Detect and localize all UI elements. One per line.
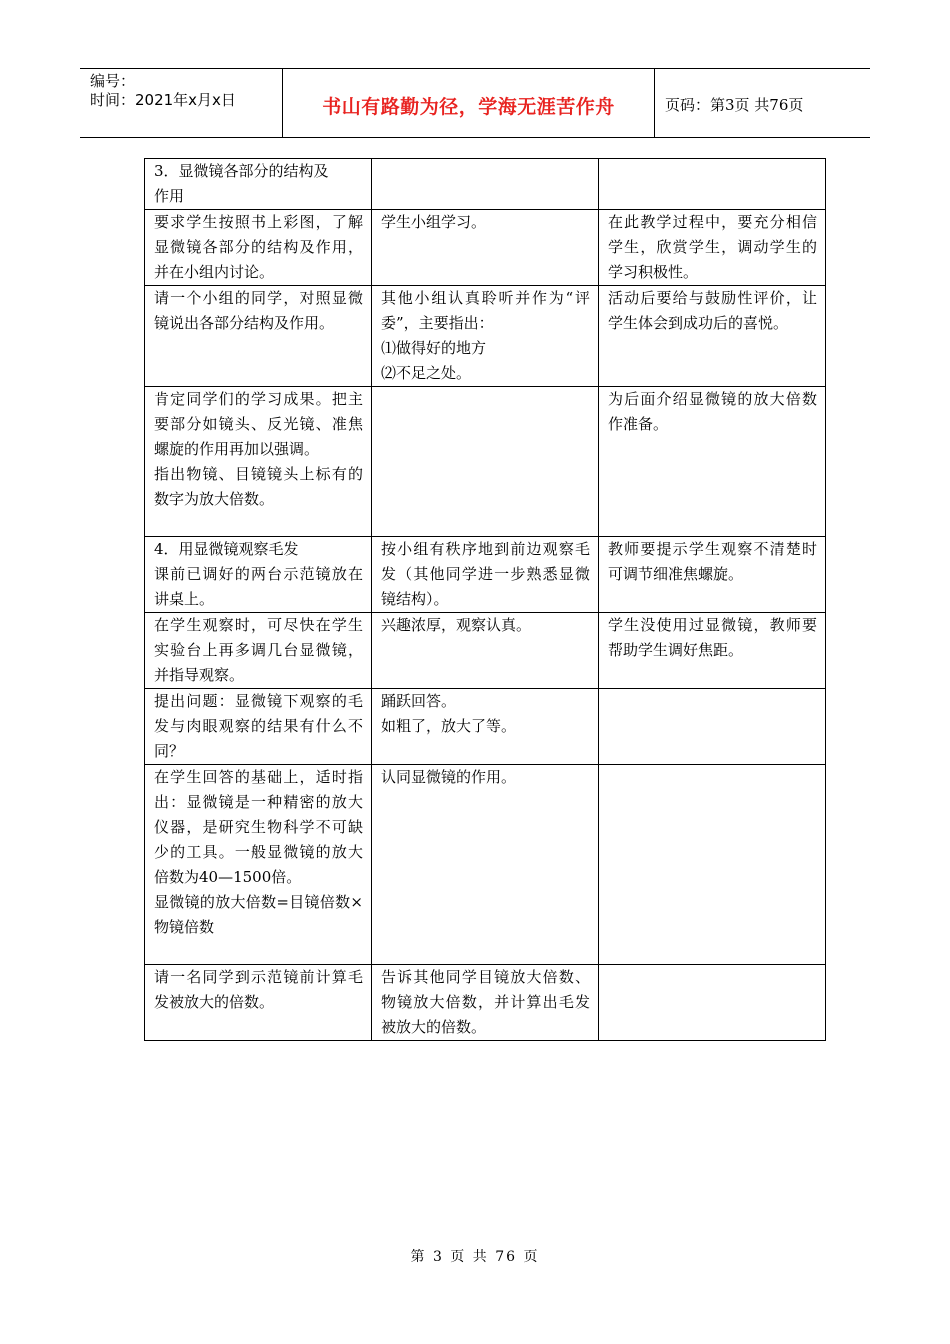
student-activity-cell bbox=[372, 965, 599, 1041]
design-intent-cell bbox=[599, 965, 826, 1041]
design-intent-cell bbox=[599, 613, 826, 689]
lesson-table bbox=[144, 158, 826, 1041]
cell-text: 4．用显微镜观察毛发 bbox=[154, 540, 299, 558]
cell-text: 请一个小组的同学，对照显微镜说出各部分结构及作用。 bbox=[154, 289, 363, 332]
student-activity-cell bbox=[372, 159, 599, 210]
cell-text: ⑴做得好的地方 bbox=[381, 339, 487, 357]
cell-text: 在学生观察时，可尽快在学生实验台上再多调几台显微镜，并指导观察。 bbox=[154, 616, 363, 684]
student-activity-cell bbox=[372, 765, 599, 965]
cell-text: 如粗了，放大了等。 bbox=[381, 717, 517, 735]
cell-text: 学生小组学习。 bbox=[381, 213, 487, 231]
teacher-activity-cell bbox=[145, 537, 372, 613]
teacher-activity-cell bbox=[145, 689, 372, 765]
teacher-activity-cell bbox=[145, 159, 372, 210]
design-intent-cell bbox=[599, 210, 826, 286]
lesson-table-body bbox=[145, 159, 826, 1041]
header-meta bbox=[80, 69, 283, 137]
table-row bbox=[145, 689, 826, 765]
teacher-activity-cell bbox=[145, 613, 372, 689]
cell-text: 提出问题：显微镜下观察的毛发与肉眼观察的结果有什么不同？ bbox=[154, 692, 363, 760]
cell-text: 告诉其他同学目镜放大倍数、物镜放大倍数，并计算出毛发被放大的倍数。 bbox=[381, 968, 590, 1036]
cell-text: 作用 bbox=[154, 187, 185, 205]
student-activity-cell bbox=[372, 387, 599, 537]
table-row bbox=[145, 537, 826, 613]
cell-text: 在学生回答的基础上，适时指出：显微镜是一种精密的放大仪器，是研究生物科学不可缺少的工具。一般显微镜的放大倍数为40—1500倍。 bbox=[154, 768, 363, 886]
table-row bbox=[145, 387, 826, 537]
student-activity-cell bbox=[372, 537, 599, 613]
page-header bbox=[80, 68, 870, 138]
table-row bbox=[145, 286, 826, 387]
student-activity-cell bbox=[372, 689, 599, 765]
cell-text: 肯定同学们的学习成果。把主要部分如镜头、反光镜、准焦螺旋的作用再加以强调。 bbox=[154, 390, 363, 458]
table-row bbox=[145, 613, 826, 689]
cell-text: 认同显微镜的作用。 bbox=[381, 768, 517, 786]
design-intent-cell bbox=[599, 159, 826, 210]
cell-text: 学生没使用过显微镜，教师要帮助学生调好焦距。 bbox=[608, 616, 817, 659]
student-activity-cell bbox=[372, 613, 599, 689]
design-intent-cell bbox=[599, 286, 826, 387]
cell-text: 要求学生按照书上彩图，了解显微镜各部分的结构及作用，并在小组内讨论。 bbox=[154, 213, 363, 281]
page-footer: 第 3 页 共 76 页 bbox=[410, 1249, 540, 1265]
teacher-activity-cell bbox=[145, 765, 372, 965]
cell-text: 请一名同学到示范镜前计算毛发被放大的倍数。 bbox=[154, 968, 363, 1011]
design-intent-cell bbox=[599, 689, 826, 765]
cell-text: 踊跃回答。 bbox=[381, 692, 457, 710]
cell-text: 活动后要给与鼓励性评价，让学生体会到成功后的喜悦。 bbox=[608, 289, 817, 332]
header-motto: 书山有路勤为径，学海无涯苦作舟 bbox=[322, 95, 615, 118]
cell-text: 3．显微镜各部分的结构及 bbox=[154, 162, 329, 180]
design-intent-cell bbox=[599, 387, 826, 537]
teacher-activity-cell bbox=[145, 286, 372, 387]
cell-text: 兴趣浓厚，观察认真。 bbox=[381, 616, 532, 634]
teacher-activity-cell bbox=[145, 210, 372, 286]
header-motto-cell bbox=[283, 69, 655, 137]
table-row bbox=[145, 159, 826, 210]
table-row bbox=[145, 965, 826, 1041]
header-page-info-cell bbox=[655, 69, 870, 137]
cell-text: 指出物镜、目镜镜头上标有的数字为放大倍数。 bbox=[154, 465, 363, 508]
cell-text: 按小组有秩序地到前边观察毛发（其他同学进一步熟悉显微镜结构）。 bbox=[381, 540, 590, 608]
cell-text: 课前已调好的两台示范镜放在讲桌上。 bbox=[154, 565, 363, 608]
document-date-label: 时间：2021年x月x日 bbox=[90, 91, 236, 109]
cell-text: 在此教学过程中，要充分相信学生，欣赏学生，调动学生的学习积极性。 bbox=[608, 213, 817, 281]
table-row bbox=[145, 765, 826, 965]
design-intent-cell bbox=[599, 765, 826, 965]
cell-text: 显微镜的放大倍数=目镜倍数×物镜倍数 bbox=[154, 893, 363, 936]
teacher-activity-cell bbox=[145, 965, 372, 1041]
cell-text: 教师要提示学生观察不清楚时可调节细准焦螺旋。 bbox=[608, 540, 817, 583]
design-intent-cell bbox=[599, 537, 826, 613]
student-activity-cell bbox=[372, 210, 599, 286]
teacher-activity-cell bbox=[145, 387, 372, 537]
cell-text: 其他小组认真聆听并作为“评委”，主要指出： bbox=[381, 289, 590, 332]
header-page-info: 页码：第3页 共76页 bbox=[665, 95, 804, 114]
cell-text: 为后面介绍显微镜的放大倍数作准备。 bbox=[608, 390, 817, 433]
table-row bbox=[145, 210, 826, 286]
cell-text: ⑵不足之处。 bbox=[381, 364, 472, 382]
document-number-label: 编号： bbox=[90, 72, 136, 90]
student-activity-cell bbox=[372, 286, 599, 387]
